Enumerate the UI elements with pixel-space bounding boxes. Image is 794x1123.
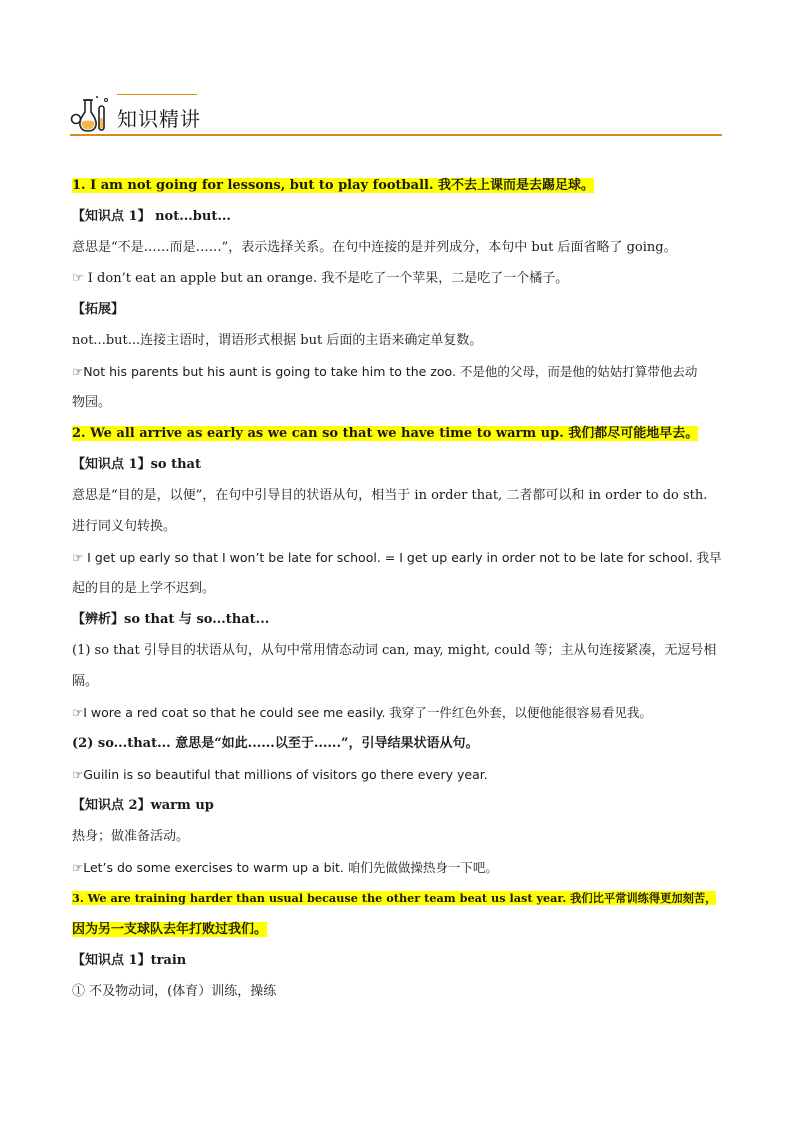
example-sentence: ☞Not his parents but his aunt is going to take him to the zoo. 不是他的父母，而是他的姑姑打算带他去动 [72, 364, 698, 379]
highlight: 3. We are training harder than usual because the other team beat us last year. 我们比平常训练得更加刻苦， [72, 891, 717, 905]
explanation-text: 热身；做准备活动。 [72, 829, 190, 844]
extension-label: 【拓展】 [72, 302, 125, 317]
lesson-content [72, 170, 724, 1007]
knowledge-point-label: 【知识点 1】 not...but... [72, 209, 231, 224]
highlight: 2. We all arrive as early as we can so that we have time to warm up. 我们都尽可能地早去。 [72, 426, 699, 441]
example-sentence: ☞ I don’t eat an apple but an orange. 我不是吃了一个苹果，二是吃了一个橘子。 [72, 271, 569, 286]
highlight: 1. I am not going for lessons, but to play football. 我不去上课而是去踢足球。 [72, 178, 594, 193]
explanation-text-cont: 进行同义句转换。 [72, 519, 177, 534]
sentence-heading [72, 418, 724, 449]
header-underline [70, 134, 722, 136]
example-sentence: ☞Guilin is so beautiful that millions of visitors go there every year. [72, 767, 488, 782]
knowledge-point-label: 【知识点 2】warm up [72, 798, 214, 813]
explanation-text: (1) so that 引导目的状语从句，从句中常用情态动词 can, may, might, could 等；主从句连接紧凑，无逗号相 [72, 643, 717, 658]
sentence-heading [72, 170, 724, 201]
sentence-heading [72, 883, 724, 914]
explanation-text: 意思是“不是……而是……”，表示选择关系。在句中连接的是并列成分，本句中 but 后面省略了 going。 [72, 240, 677, 255]
explanation-text: not...but...连接主语时，谓语形式根据 but 后面的主语来确定单复数。 [72, 333, 483, 348]
knowledge-point-label: 【知识点 1】so that [72, 457, 201, 472]
example-sentence-cont: 起的目的是上学不迟到。 [72, 581, 216, 596]
section-header [70, 94, 722, 136]
example-sentence: ☞Let’s do some exercises to warm up a bit. 咱们先做做操热身一下吧。 [72, 860, 498, 875]
example-sentence: ☞ I get up early so that I won’t be late for school. = I get up early in order not to be late for school. 我早 [72, 550, 722, 565]
section-title: 知识精讲 [117, 107, 201, 131]
explanation-text-cont: 隔。 [72, 674, 99, 689]
analysis-label: 【辨析】so that 与 so...that... [72, 612, 270, 627]
highlight: 因为另一支球队去年打败过我们。 [72, 922, 268, 937]
explanation-text: (2) so...that... 意思是“如此......以至于......”，引导结果状语从句。 [72, 736, 479, 751]
sentence-heading-cont [72, 914, 724, 945]
explanation-text: 意思是“目的是，以便”，在句中引导目的状语从句，相当于 in order that, 二者都可以和 in order to do sth. [72, 488, 708, 503]
lab-flask-icon [70, 94, 114, 134]
example-sentence-cont: 物园。 [72, 395, 112, 410]
explanation-text: ① 不及物动词，(体育）训练，操练 [72, 984, 277, 999]
example-sentence: ☞I wore a red coat so that he could see me easily. 我穿了一件红色外套，以便他能很容易看见我。 [72, 705, 652, 720]
knowledge-point-label: 【知识点 1】train [72, 953, 187, 968]
header-top-rule [117, 94, 197, 95]
